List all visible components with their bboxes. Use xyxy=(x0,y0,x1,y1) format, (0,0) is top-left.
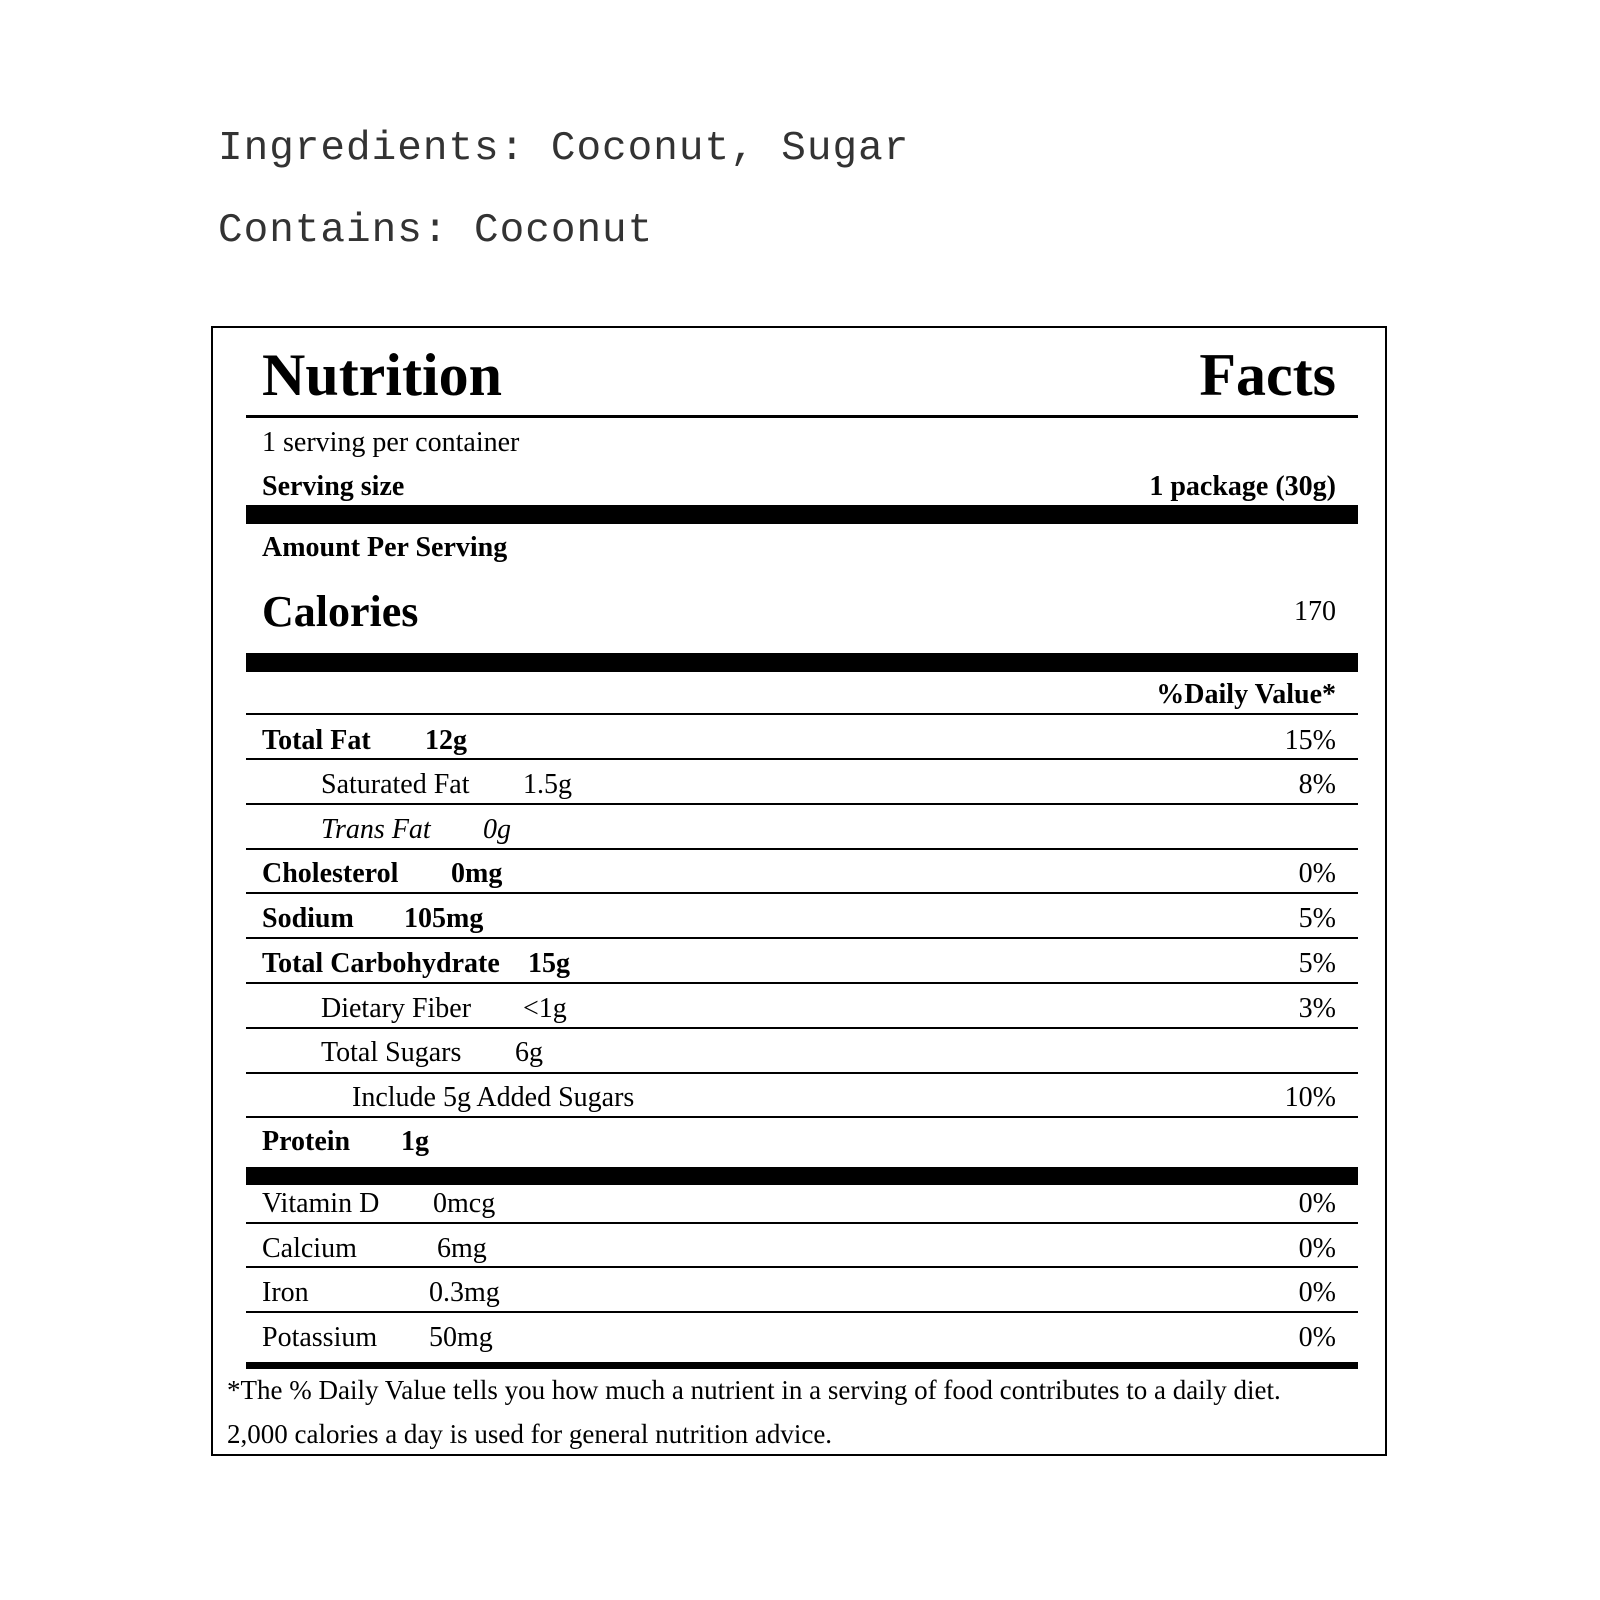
vitamin-dv: 0% xyxy=(1298,1233,1336,1264)
nutrient-name: Protein xyxy=(262,1126,351,1157)
nutrient-amount: 0g xyxy=(483,814,511,845)
nutrient-amount: <1g xyxy=(523,993,567,1024)
vitamin-name: Potassium xyxy=(262,1322,378,1353)
divider xyxy=(246,848,1358,850)
thick-divider xyxy=(246,1167,1358,1185)
divider xyxy=(246,803,1358,805)
nutrient-name: Cholesterol xyxy=(262,858,399,889)
divider xyxy=(246,713,1358,715)
divider xyxy=(246,982,1358,984)
nutrient-amount: 15g xyxy=(528,948,570,979)
vitamin-dv: 0% xyxy=(1298,1277,1336,1308)
nutrient-name: Dietary Fiber xyxy=(321,993,472,1024)
nutrient-dv: 10% xyxy=(1284,1082,1336,1113)
divider xyxy=(246,937,1358,939)
contains-line: Contains: Coconut xyxy=(218,208,654,254)
nutrient-amount: 1.5g xyxy=(523,769,572,800)
nutrient-name: Total Carbohydrate xyxy=(262,948,500,979)
footnote-line-2: 2,000 calories a day is used for general nutrition advice. xyxy=(227,1419,833,1449)
vitamin-name: Iron xyxy=(262,1277,309,1308)
nutrient-dv: 0% xyxy=(1298,858,1336,889)
vitamin-amount: 0mcg xyxy=(433,1188,496,1219)
nutrient-name: Include 5g Added Sugars xyxy=(352,1082,635,1113)
divider xyxy=(246,892,1358,894)
thick-divider xyxy=(246,653,1358,672)
nutrient-name: Sodium xyxy=(262,903,354,934)
nutrient-name: Saturated Fat xyxy=(321,769,470,800)
nutrient-amount: 0mg xyxy=(451,858,503,889)
nutrient-amount: 1g xyxy=(401,1126,429,1157)
divider xyxy=(246,1311,1358,1313)
nutrient-dv: 8% xyxy=(1298,769,1336,800)
amount-per-serving: Amount Per Serving xyxy=(262,532,508,563)
thick-divider xyxy=(246,505,1358,524)
nutrient-amount: 105mg xyxy=(404,903,484,934)
panel-title-facts: Facts xyxy=(1199,342,1336,408)
vitamin-name: Vitamin D xyxy=(262,1188,380,1219)
calories-value: 170 xyxy=(1294,596,1336,627)
vitamin-amount: 50mg xyxy=(429,1322,493,1353)
ingredients-line: Ingredients: Coconut, Sugar xyxy=(218,126,910,172)
divider xyxy=(246,1072,1358,1074)
nutrient-name: Trans Fat xyxy=(321,814,431,845)
nutrient-name: Total Fat xyxy=(262,725,371,756)
nutrition-facts-panel xyxy=(211,326,1387,1456)
nutrient-amount: 12g xyxy=(425,725,467,756)
vitamin-amount: 0.3mg xyxy=(429,1277,500,1308)
panel-title-nutrition: Nutrition xyxy=(262,342,502,408)
divider xyxy=(246,1027,1358,1029)
vitamin-amount: 6mg xyxy=(437,1233,487,1264)
vitamin-dv: 0% xyxy=(1298,1322,1336,1353)
nutrient-name: Total Sugars xyxy=(321,1037,462,1068)
nutrient-dv: 5% xyxy=(1298,948,1336,979)
nutrient-dv: 15% xyxy=(1284,725,1336,756)
footnote-line-1: *The % Daily Value tells you how much a nutrient in a serving of food contributes to a daily diet. xyxy=(227,1375,1281,1405)
serving-size-label: Serving size xyxy=(262,471,405,502)
divider xyxy=(246,1222,1358,1224)
nutrient-dv: 3% xyxy=(1298,993,1336,1024)
nutrient-dv: 5% xyxy=(1298,903,1336,934)
daily-value-header: %Daily Value* xyxy=(1156,679,1336,710)
servings-per-container: 1 serving per container xyxy=(262,427,520,458)
divider xyxy=(246,415,1358,418)
vitamin-name: Calcium xyxy=(262,1233,357,1264)
divider xyxy=(246,1266,1358,1268)
calories-label: Calories xyxy=(262,587,419,636)
thick-divider xyxy=(246,1362,1358,1369)
vitamin-dv: 0% xyxy=(1298,1188,1336,1219)
serving-size-value: 1 package (30g) xyxy=(1149,471,1336,502)
nutrient-amount: 6g xyxy=(515,1037,543,1068)
divider xyxy=(246,1116,1358,1118)
divider xyxy=(246,758,1358,760)
